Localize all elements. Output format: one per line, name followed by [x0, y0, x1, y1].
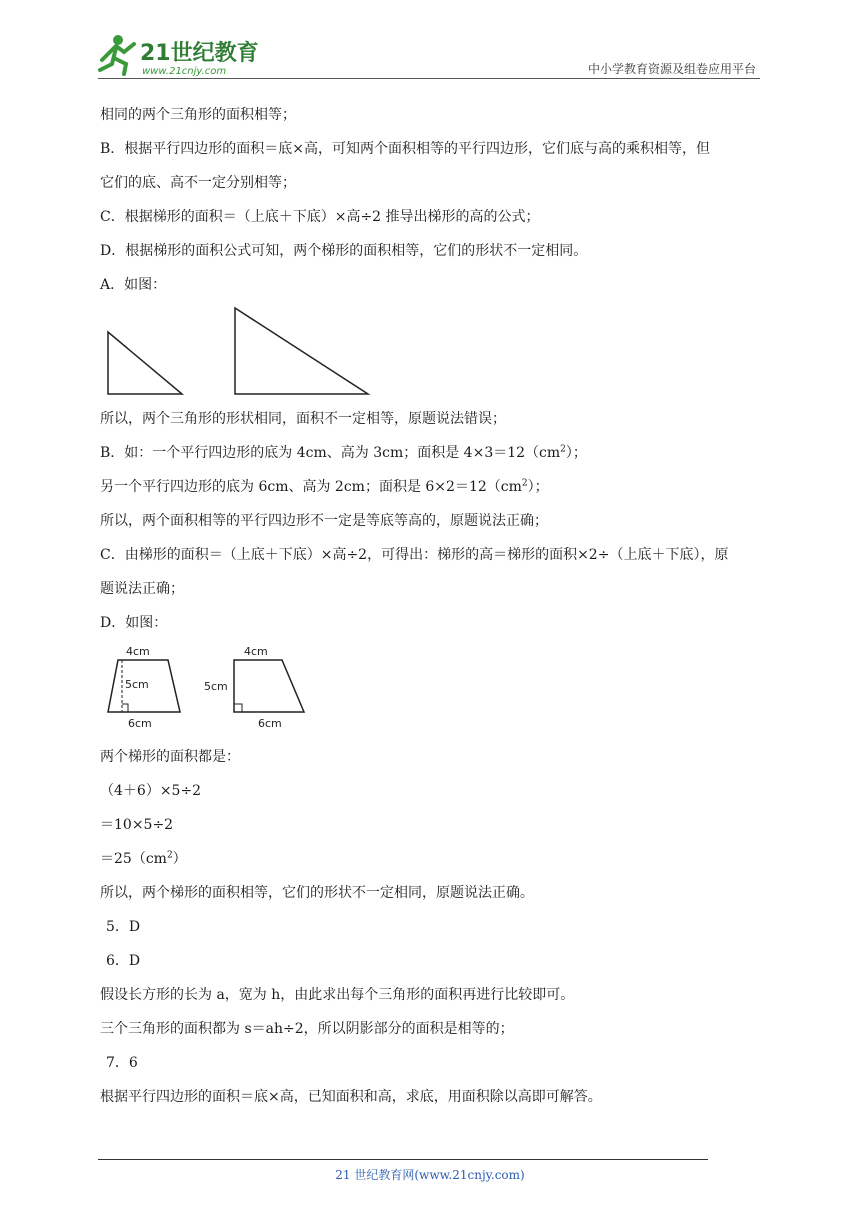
trap2-bottom-label: 6cm: [258, 717, 282, 730]
trap1-height-label: 5cm: [125, 678, 149, 691]
text-line: B．如：一个平行四边形的底为 4cm、高为 3cm；面积是 $4\times 3=12(cm^2)$；: [100, 444, 587, 461]
answer-line: 5．D: [106, 919, 141, 935]
trapezoid-2: [204, 645, 304, 730]
large-triangle: [235, 308, 368, 394]
trapezoid-1: [108, 645, 180, 730]
text-line: 它们的底、高不一定分别相等；: [100, 175, 296, 191]
page-header: [0, 0, 860, 82]
text-line: 相同的两个三角形的面积相等；: [100, 107, 296, 123]
text-line: A．如图：: [100, 277, 167, 293]
text-line: D．如图：: [100, 615, 168, 631]
logo-url: www.21cnjy.com: [142, 66, 227, 77]
trap1-top-label: 4cm: [126, 645, 150, 658]
logo-text: 21世纪教育: [140, 41, 259, 66]
text-line: C．根据梯形的面积＝（上底＋下底）×高÷2 推导出梯形的高的公式；: [100, 209, 540, 225]
header-slogan: 中小学教育资源及组卷应用平台: [587, 62, 756, 76]
answer-line: 7．6: [106, 1055, 138, 1071]
text-line: 根据平行四边形的面积＝底×高，已知面积和高，求底，用面积除以高即可解答。: [100, 1089, 602, 1105]
logo: [94, 30, 264, 78]
text-line: B．根据平行四边形的面积＝底×高，可知两个面积相等的平行四边形，它们底与高的乘积相等，但: [100, 141, 711, 157]
answer-line: 6．D: [106, 953, 141, 969]
text-line: $=25(cm^2)$: [100, 850, 187, 867]
text-line: 所以，两个三角形的形状相同，面积不一定相等，原题说法错误；: [100, 411, 506, 427]
text-line: 假设长方形的长为 a，宽为 h，由此求出每个三角形的面积再进行比较即可。: [100, 987, 575, 1003]
trap2-top-label: 4cm: [244, 645, 268, 658]
text-line: 所以，两个梯形的面积相等，它们的形状不一定相同，原题说法正确。: [100, 885, 534, 901]
runner-icon: [100, 35, 134, 74]
text-line: （4＋6）×5÷2: [100, 783, 202, 799]
text-line: D．根据梯形的面积公式可知，两个梯形的面积相等，它们的形状不一定相同。: [100, 243, 588, 259]
text-line: 所以，两个面积相等的平行四边形不一定是等底等高的，原题说法正确；: [100, 513, 548, 529]
small-triangle: [108, 332, 182, 394]
text-line: 题说法正确；: [100, 581, 184, 597]
text-line: 两个梯形的面积都是：: [100, 749, 240, 765]
text-line: C．由梯形的面积＝（上底＋下底）×高÷2，可得出：梯形的高＝梯形的面积×2÷（上底＋下底），原: [100, 547, 729, 563]
triangles-figure: [100, 302, 400, 402]
trap1-bottom-label: 6cm: [128, 717, 152, 730]
page-content: [100, 98, 764, 1114]
footer-divider: [98, 1159, 708, 1160]
text-line: 三个三角形的面积都为 s＝ah÷2，所以阴影部分的面积是相等的；: [100, 1021, 514, 1037]
footer-link[interactable]: 21 世纪教育网(www.21cnjy.com): [335, 1168, 525, 1182]
trapezoids-figure: [100, 640, 330, 740]
header-divider: [98, 78, 760, 79]
text-line: ＝10×5÷2: [100, 817, 174, 833]
text-line: 另一个平行四边形的底为 6cm、高为 2cm；面积是 $6\times 2=12(cm^2)$；: [100, 478, 549, 495]
trap2-height-label: 5cm: [204, 680, 228, 693]
